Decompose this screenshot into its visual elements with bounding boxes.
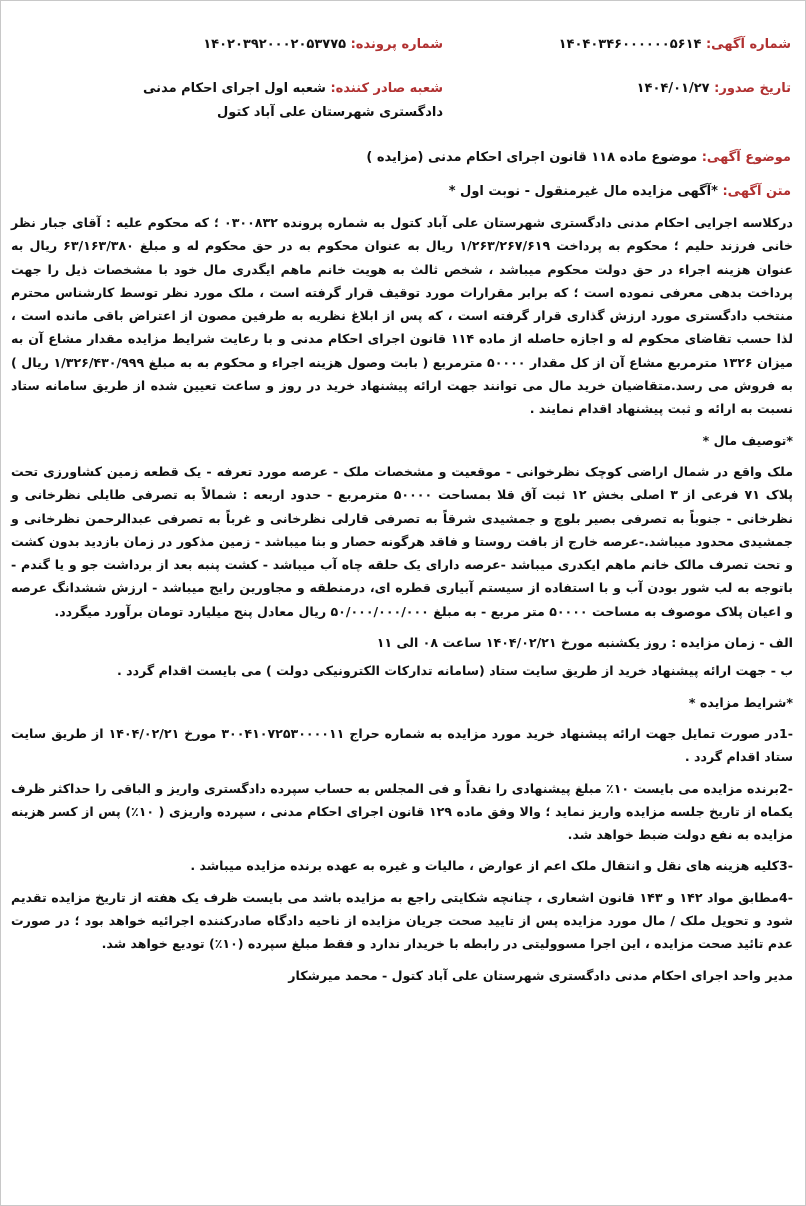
issue-date-value: ۱۴۰۴/۰۱/۲۷ [636, 81, 710, 96]
intro-paragraph: درکلاسه اجرایی احکام مدنی دادگستری شهرستان علی آباد کتول به شماره پرونده ۰۳۰۰۸۳۲ ؛ که محکوم علیه : آقای جبار نظر خانی فرزند حلیم ؛ محکوم به پرداخت ۱/۲۶۳/۲۶۷/۶۱۹ ریال به عنوان محکوم به در حق محکوم له و مبلغ ۶۳/۱۶۳/۳۸۰ ریال به عنوان هزینه اجراء در حق دولت محکوم میباشد ، شخص ثالث به هویت خانم ماهم ایگدری مال خود با مشخصات ذیل را جهت پرداخت بدهی معرفی نموده است ؛ که برابر مقرارات مورد توقیف قرار گرفته است ، ملک مورد نظر توسط کارشناس محترم منتخب دادگستری مورد ارزش گذاری قرار گرفته است ، که پس از ابلاغ نظریه به طرفین مصون از اعتراض باقی مانده است ، لذا حسب تقاضای محکوم له و اجازه حاصله از ماده ۱۱۴ قانون اجرای احکام مدنی و با رعایت شرایط مزایده مقدار مشاع آن به میزان ۱۳۲۶ مترمربع مشاع آن از کل مقدار ۵۰۰۰۰ مترمربع ( بابت وصول هزینه اجراء و محکوم به به مبلغ ۱/۳۲۶/۴۳۰/۹۹۹ ریال ) به فروش می رسد.متقاضیان خرید مال می توانند جهت ارائه پیشنهاد خرید در روز و ساعت تعیین شده از طریق سامانه ستاد نسبت به ارائه و ثبت پیشنهاد اقدام نمایند . [11, 215, 793, 417]
issue-date-row [637, 77, 791, 101]
file-number-label: شماره پرونده: [350, 37, 443, 52]
issuer-label: شعبه صادر کننده: [330, 81, 443, 96]
ad-number-value: ۱۴۰۴۰۳۴۶۰۰۰۰۰۰۵۶۱۴ [558, 37, 702, 52]
condition-4-paragraph: -4مطابق مواد ۱۴۲ و ۱۴۳ قانون اشعاری ، چنانچه شکایتی راجع به مزایده باشد می بایست ظرف یک هفته از تاریخ مزایده تقدیم شود و تحویل ملک / مال مورد مزایده پس از تایید صحت جریان مزایده از ناحیه دادگاه صادرکننده اجرائیه خواهد بود ؛ در صورت عدم تائید صحت مزایده ، این اجرا مسوولیتی در رابطه با خریدار ندارد و فقط مبلغ سپرده (۱۰٪) تودیع خواهد شد. [11, 889, 793, 952]
notice-text-label: متن آگهی: [722, 184, 791, 199]
property-description-heading: *توصیف مال * [702, 432, 793, 448]
ad-number-row [559, 33, 791, 57]
condition-1-paragraph: -1در صورت تمایل جهت ارائه پیشنهاد خرید مورد مزایده به شماره حراج ۳۰۰۴۱۰۷۲۵۳۰۰۰۰۱۱ مورخ ۱۴۰۴/۰۲/۲۱ از طریق سایت ستاد اقدام گردد . [11, 725, 794, 765]
issuer-value: شعبه اول اجرای احکام مدنی دادگستری شهرستان علی آباد کتول [143, 81, 443, 120]
property-description-paragraph: ملک واقع در شمال اراضی کوچک نظرخوانی - موقعیت و مشخصات ملک - عرصه مورد تعرفه - یک قطعه زمین کشاورزی تحت پلاک ۷۱ فرعی از ۳ اصلی بخش ۱۲ ثبت آق قلا بمساحت ۵۰۰۰۰ مترمربع - حدود اربعه : شمالاً به تصرفی طایلی نظرخانی و نظرخانی - جنوباً به تصرفی بصیر بلوچ و جمشیدی شرقاً به تصرفی قارلی نظرخانی و غرباً به تصرفی عبدالرحمن نظرخانی و جمشیدی محدود میباشد.-عرصه خارج از بافت روستا و فاقد هرگونه حصار و بنا میباشد - زمین مذکور در زمان بازدید بدون کشت و تحت تصرف مالک خانم ماهم ایکدری میباشد -عرصه دارای یک حلقه چاه آب میباشد - کشت پنبه بعد از برداشت جو و یا گندم - باتوجه به لب شور بودن آب و با استفاده از سیستم آبیاری قطره ای، درمنطقه و مجاورین رایج میباشد - ارزش ششدانگ عرصه و اعیان پلاک موصوف به مساحت ۵۰۰۰۰ متر مربع - به مبلغ ۵۰/۰۰۰/۰۰۰/۰۰۰ ریال معادل پنج میلیارد تومان برآورد میگردد. [11, 463, 793, 619]
notice-body [11, 211, 793, 992]
subject-label: موضوع آگهی: [701, 150, 791, 165]
ad-number-label: شماره آگهی: [705, 37, 791, 52]
subject-value: موضوع ماده ۱۱۸ قانون اجرای احکام مدنی (مزایده ) [366, 150, 698, 165]
issue-date-label: تاریخ صدور: [714, 81, 791, 96]
notice-title: *آگهی مزایده مال غیرمنقول - نوبت اول * [448, 184, 718, 199]
auction-conditions-heading: *شرایط مزایده * [688, 694, 793, 710]
subject-row [366, 147, 791, 169]
notice-text-row [449, 181, 791, 203]
signature-line: مدیر واحد اجرای احکام مدنی دادگستری شهرستان علی آباد کتول - محمد میرشکار [288, 967, 793, 983]
condition-3-paragraph: -3کلیه هزینه های نقل و انتقال ملک اعم از عوارض ، مالیات و غیره به عهده برنده مزایده میباشد . [190, 858, 793, 874]
condition-2-paragraph: -2برنده مزایده می بایست ۱۰٪ مبلغ پیشنهادی را نقداً و فی المجلس به حساب سپرده دادگستری واریز و الباقی را حداکثر ظرف یکماه از تاریخ جلسه مزایده واریز نماید ؛ والا وفق ماده ۱۲۹ قانون اجرای احکام مدنی ، سپرده واریزی ( ۱۰٪) پس از کسر هزینه مزایده به نفع دولت ضبط خواهد شد. [11, 780, 794, 843]
file-number-row [203, 33, 443, 57]
auction-method-paragraph: ب - جهت ارائه پیشنهاد خرید از طریق سایت ستاد (سامانه تدارکات الکترونیکی دولت ) می بایست اقدام گردد . [116, 663, 793, 679]
issuer-row [143, 77, 443, 125]
file-number-value: ۱۴۰۲۰۳۹۲۰۰۰۲۰۵۳۷۷۵ [203, 37, 347, 52]
auction-time-paragraph: الف - زمان مزایده : روز یکشنبه مورخ ۱۴۰۴/۰۲/۲۱ ساعت ۰۸ الی ۱۱ [376, 635, 793, 651]
